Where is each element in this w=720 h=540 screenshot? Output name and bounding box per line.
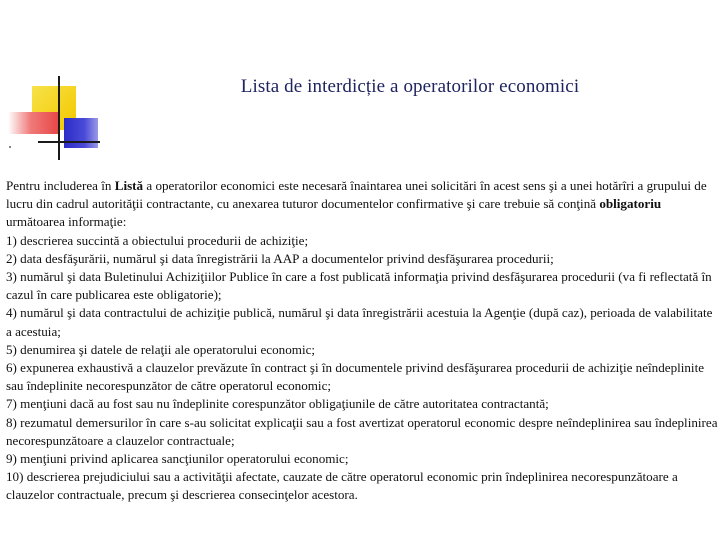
- list-item-4: 4) numărul şi data contractului de achiziţie publică, numărul şi data înregistrării acestuia la Agenţie (după caz), perioada de valabilitate a acestuia;: [6, 305, 713, 339]
- list-item-6: 6) expunerea exhaustivă a clauzelor prevăzute în contract şi în documentele privind desfăşurarea procedurii de achiziţie neîndeplinite sau îndeplinite necorespunzător de către operatorul economic;: [6, 360, 705, 394]
- list-item-7: 7) menţiuni dacă au fost sau nu îndeplinite corespunzător obligaţiunile de către autoritatea contractantă;: [6, 396, 549, 412]
- list-item-1: 1) descrierea succintă a obiectului procedurii de achiziţie;: [6, 232, 309, 248]
- slide-body: [6, 177, 718, 505]
- list-item-5: 5) denumirea şi datele de relaţii ale operatorului economic;: [6, 341, 316, 357]
- blue-square-shape: [64, 118, 98, 148]
- intro-bold-lista: Listă: [114, 178, 144, 193]
- list-item-10: 10) descrierea prejudiciului sau a activităţii afectate, cauzate de către operatorul economic prin îndeplinirea necorespunzătoare a clauzelor contractuale, precum şi descrierea consecinţelor acestora.: [6, 469, 678, 503]
- dot-shape: [9, 146, 11, 148]
- vertical-line-shape: [58, 76, 60, 160]
- intro-text-1: Pentru includerea în: [6, 178, 115, 193]
- list-item-3: 3) numărul şi data Buletinului Achiziţiilor Publice în care a fost publicată informaţia privind desfăşurarea procedurii (va fi reflectată în cazul în care publicarea este obligatorie);: [6, 269, 712, 303]
- list-item-8: 8) rezumatul demersurilor în care s-au solicitat explicaţii sau a fost avertizat operatorul economic despre neîndeplinirea sau îndeplinirea necorespunzătoare a clauzelor contractuale;: [6, 414, 718, 448]
- list-item-9: 9) menţiuni privind aplicarea sancţiunilor operatorului economic;: [6, 451, 349, 467]
- horizontal-line-shape: [38, 141, 100, 143]
- intro-paragraph: [6, 177, 718, 232]
- decorative-logo: [0, 0, 110, 170]
- intro-bold-obligatoriu: obligatoriu: [599, 196, 662, 212]
- list-item-2: 2) data desfăşurării, numărul şi data înregistrării la AAP a documentelor privind desfăşurarea procedurii;: [6, 250, 554, 266]
- red-square-shape: [8, 112, 58, 134]
- intro-text-2: a operatorilor economici este necesară înaintarea unei solicitări în acest sens şi a unei hotărîri a grupului de lucru din cadrul autorităţii contractante, cu anexarea tuturor documentelor confirmative şi care trebuie să conţină: [6, 178, 707, 212]
- slide-title: Lista de interdicție a operatorilor economici: [240, 76, 580, 97]
- intro-text-3: următoarea informaţie:: [6, 214, 127, 230]
